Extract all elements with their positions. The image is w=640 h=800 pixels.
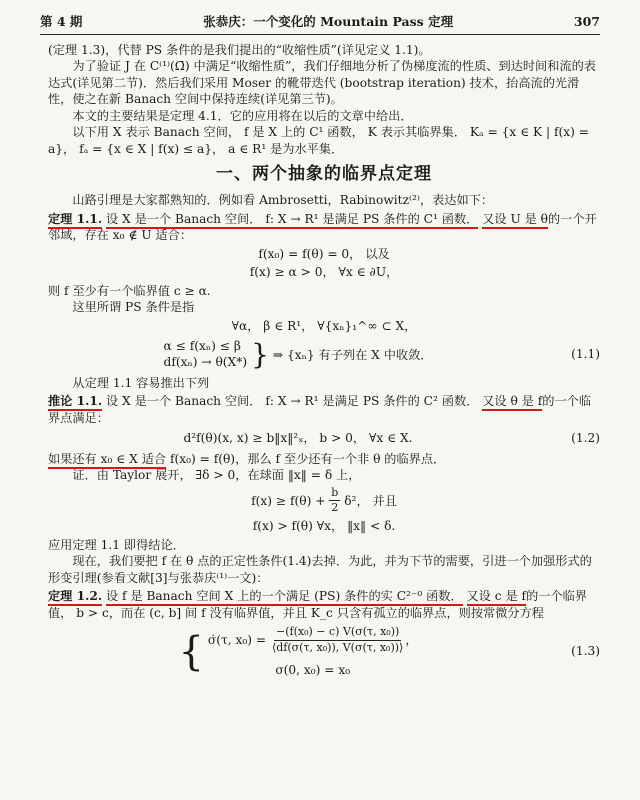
equation-1-3 <box>48 625 600 678</box>
system-tail: ， <box>405 632 418 647</box>
equation-1-2 <box>48 430 600 446</box>
corollary-1-1-text-c: 的一个临界点满足： <box>48 394 592 425</box>
running-title: 张恭庆：一个变化的 Mountain Pass 定理 <box>203 14 454 29</box>
right-brace-glyph: } <box>251 337 269 371</box>
theorem-1-2 <box>48 588 600 621</box>
left-brace-glyph: { <box>178 628 204 675</box>
intro-paragraph-4: 以下用 X 表示 Banach 空间， f 是 X 上的 C¹ 函数， K 表示其临界集． Kₐ = {x ∈ K | f(x) = a}， fₐ = {x ∈ X | f(x) ≤ a}， a ∈ R¹ 是为水平集． <box>48 125 589 156</box>
intro-paragraph-1: (定理 1.3)，代替 PS 条件的是我们提出的“收缩性质”(详见定义 1.1)。 <box>48 43 431 57</box>
fraction-numerator: b <box>329 486 340 502</box>
page-number: 307 <box>573 14 600 29</box>
half-fraction <box>329 486 340 517</box>
ps-brace-bottom: df(xₙ) → θ(X*) <box>163 354 248 369</box>
corollary-1-1-text-d: 如果还有 x₀ ∈ X 适合 <box>48 452 166 469</box>
equation-number-1-1: (1.1) <box>571 347 600 362</box>
closing-paragraph-1: 应用定理 1.1 即得结论． <box>48 537 185 552</box>
corollary-1-1-text-a: 设 X 是一个 Banach 空间． f: X → R¹ 是满足 PS 条件的 C² 函数． <box>105 394 479 409</box>
system-lhs: σ̇(τ, x₀) = <box>207 632 267 647</box>
equation-1-1 <box>48 338 600 371</box>
ineq-1-right: δ²， 并且 <box>344 493 397 508</box>
intro-paragraph-2: 为了验证 J 在 C⁽¹⁾(Ω̄) 中满足“收缩性质”，我们仔细地分析了伪梯度流的性质、到达时间和流的表达式(详见第二节)．然后我们采用 Moser 的靴带迭代 (bootstrap iteration) 技术，抬高流的光滑性，使之在新 Banach 空间中保持连续(详见第三节)。 <box>48 59 596 107</box>
corollary-1-1-text-b: 又设 θ 是 f <box>482 394 542 411</box>
closing-paragraph-2: 现在，我们要把 f 在 θ 点的正定性条件(1.4)去掉．为此，并为下节的需要，引进一个加强形式的形变引理(参看文献[3]与张恭庆⁽¹⁾一文)： <box>48 554 592 585</box>
theorem-1-2-label: 定理 1.2. <box>48 589 102 606</box>
fraction-denominator: 2 <box>331 501 339 515</box>
corollary-equation: d²f(θ)(x, x) ≥ b‖x‖²ₓ， b > 0， ∀x ∈ X. <box>183 431 413 446</box>
theorem-1-2-text-b: 又设 c 是 f <box>467 589 527 606</box>
corollary-1-1-text-e: f(x₀) = f(θ)，那么 f 至少还有一个非 θ 的临界点． <box>169 451 446 466</box>
theorem-1-1 <box>48 211 600 244</box>
corollary-intro: 从定理 1.1 容易推出下列 <box>72 375 210 390</box>
section-intro: 山路引理是大家都熟知的．例如看 Ambrosetti，Rabinowitz⁽²⁾，表达如下： <box>72 193 494 208</box>
theorem-1-1-condition-1: f(x₀) = f(θ) = 0， 以及 <box>258 246 390 261</box>
corollary-1-1 <box>48 393 600 426</box>
theorem-1-1-conclusion: 则 f 至少有一个临界值 c ≥ α. <box>48 283 211 298</box>
issue-label: 第 4 期 <box>40 14 83 29</box>
running-header <box>40 14 600 31</box>
ineq-1-left: f(x) ≥ f(θ) + <box>251 493 326 508</box>
theorem-1-1-condition-2: f(x) ≥ α > 0， ∀x ∈ ∂U， <box>249 265 399 280</box>
theorem-1-1-text-c: 的一个开邻域，存在 x₀ ∉ U 适合： <box>48 211 597 243</box>
ps-result: ⇒ {xₙ} 有子列在 X 中收敛． <box>272 347 433 362</box>
flow-numerator: −(f(x₀) − c) V(σ(τ, x₀)) <box>274 625 401 641</box>
intro-paragraph-3: 本文的主要结果是定理 4.1．它的应用将在以后的文章中给出． <box>72 108 413 123</box>
theorem-1-2-text-c: 的一个临界值， b > c，而在 (c, b] 间 f 没有临界值，并且 K_c 只含有孤立的临界点，则按常微分方程 <box>48 589 588 620</box>
proof-inequality-1 <box>48 486 600 517</box>
theorem-1-1-text-b: 又设 U 是 θ <box>482 212 548 229</box>
theorem-1-1-text-a: 设 X 是一个 Banach 空间． f: X → R¹ 是满足 PS 条件的 C¹ 函数． <box>106 212 478 229</box>
flow-denominator: ⟨df(σ(τ, x₀)), V(σ(τ, x₀))⟩ <box>271 640 404 654</box>
header-rule <box>40 34 600 35</box>
equation-number-1-2: (1.2) <box>571 431 600 446</box>
corollary-1-1-condition <box>48 451 600 467</box>
theorem-1-2-text-a: 设 f 是 Banach 空间 X 上的一个满足 (PS) 条件的实 C²⁻⁰ 函数． <box>106 589 463 606</box>
ps-condition-line-1: ∀α， β ∈ R¹， ∀{xₙ}₁^∞ ⊂ X， <box>231 318 417 333</box>
page-body <box>48 42 600 682</box>
flow-fraction <box>270 625 405 656</box>
system-line-2: σ(0, x₀) = x₀ <box>275 662 351 677</box>
corollary-1-1-label: 推论 1.1. <box>48 394 102 411</box>
ps-condition-intro: 这里所谓 PS 条件是指 <box>72 300 195 315</box>
proof-inequality-2: f(x) > f(θ) ∀x， ‖x‖ < δ. <box>252 519 396 534</box>
proof-line: 证．由 Taylor 展开， ∃δ > 0，在球面 ‖x‖ = δ 上， <box>72 468 361 483</box>
theorem-1-1-label: 定理 1.1. <box>48 212 102 229</box>
section-heading: 一、两个抽象的临界点定理 <box>216 164 432 185</box>
equation-number-1-3: (1.3) <box>571 644 600 659</box>
ps-brace-top: α ≤ f(xₙ) ≤ β <box>163 338 241 353</box>
